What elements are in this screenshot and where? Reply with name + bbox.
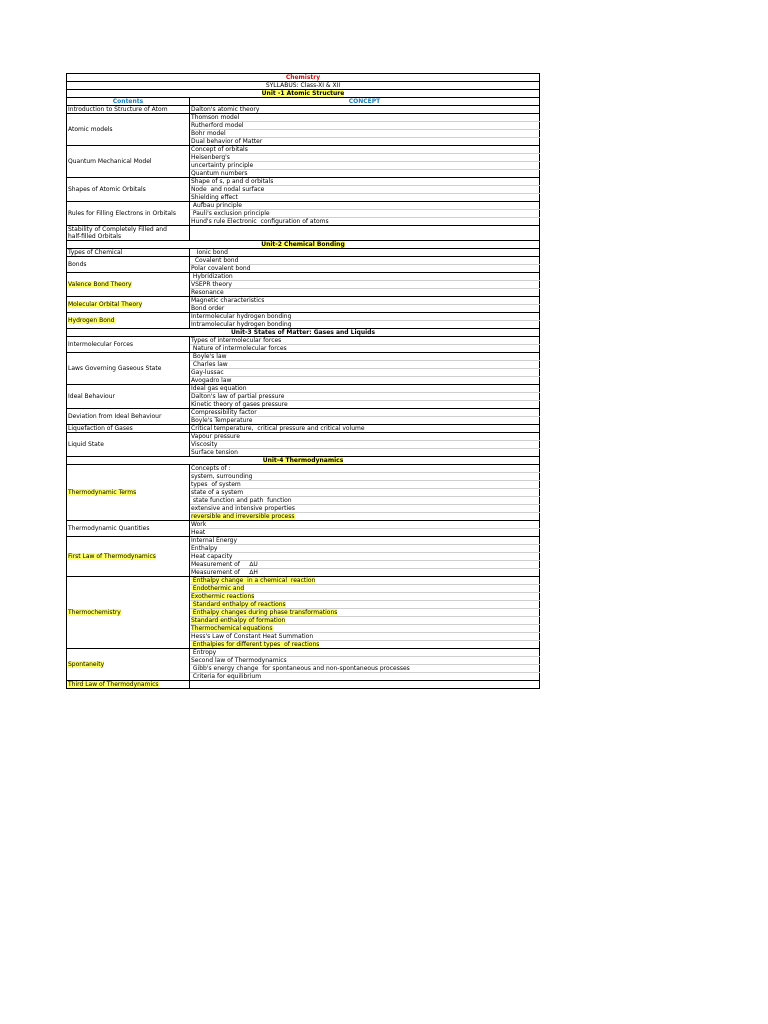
concept-row	[67, 106, 540, 114]
unit-title-text: Unit-2 Chemical Bonding	[261, 241, 345, 248]
concept-text: Enthalpy	[191, 545, 218, 552]
concept-text: Aufbau principle	[191, 202, 242, 209]
concept-text: Ideal gas equation	[191, 385, 247, 392]
unit-header-row	[67, 241, 540, 249]
concept-item	[190, 305, 540, 313]
concept-row	[67, 249, 540, 257]
concept-row	[67, 409, 540, 417]
concept-item	[190, 265, 540, 273]
concept-text: Thomson model	[191, 114, 240, 121]
concept-row	[67, 146, 540, 154]
topic-name-text: Valence Bond Theory	[68, 281, 132, 288]
topic-name	[67, 226, 190, 241]
concept-text: reversible and irreversible process	[191, 513, 295, 520]
concept-item	[190, 441, 540, 449]
concept-text: Dalton's atomic theory	[191, 106, 260, 113]
concept-item	[190, 393, 540, 401]
concept-text: Entropy	[191, 649, 217, 656]
topic-name-text: Molecular Orbital Theory	[68, 301, 143, 308]
concept-item	[190, 489, 540, 497]
topic-name	[67, 313, 190, 329]
concept-item	[190, 162, 540, 170]
concept-item	[190, 273, 540, 281]
concept-text: Critical temperature, critical pressure and critical volume	[191, 425, 365, 432]
concept-item	[190, 154, 540, 162]
unit-title	[67, 90, 540, 98]
concept-item	[190, 114, 540, 122]
concept-text: Dalton's law of partial pressure	[191, 393, 285, 400]
concept-item	[190, 465, 540, 473]
concept-item	[190, 481, 540, 489]
concept-text: Polar covalent bond	[191, 265, 251, 272]
topic-name	[67, 146, 190, 178]
concept-text: Node and nodal surface	[191, 186, 265, 193]
contents-header: Contents	[67, 98, 190, 106]
concept-row	[67, 385, 540, 393]
syllabus-label: SYLLABUS: Class-XI & XII	[67, 82, 540, 90]
concept-row	[67, 273, 540, 281]
concept-item	[190, 641, 540, 649]
concept-row	[67, 313, 540, 321]
concept-text: Intermolecular hydrogen bonding	[191, 313, 292, 320]
concept-text: Dual behavior of Matter	[191, 138, 263, 145]
topic-name-text: Intermolecular Forces	[68, 341, 134, 348]
concept-text: Second law of Thermodynamics	[191, 657, 287, 664]
concept-item	[190, 210, 540, 218]
concept-item	[190, 146, 540, 154]
topic-name	[67, 273, 190, 297]
topic-name-text: Spontaneity	[68, 661, 105, 668]
concept-item	[190, 122, 540, 130]
concept-item	[190, 377, 540, 385]
concept-text: uncertainty principle	[191, 162, 254, 169]
concept-header: CONCEPT	[190, 98, 540, 106]
topic-name-text: Hydrogen Bond	[68, 317, 115, 324]
concept-row	[67, 257, 540, 265]
syllabus-row	[67, 82, 540, 90]
topic-name	[67, 409, 190, 425]
concept-item	[190, 681, 540, 689]
concept-text: Enthalpy change in a chemical reaction	[191, 577, 316, 584]
concept-text: Heat capacity	[191, 553, 233, 560]
concept-item	[190, 529, 540, 537]
document-title: Chemistry	[67, 74, 540, 82]
concept-text: extensive and intensive properties	[191, 505, 295, 512]
concept-text: Resonance	[191, 289, 224, 296]
topic-name	[67, 353, 190, 385]
concept-text: Covalent bond	[191, 257, 239, 264]
concept-item	[190, 585, 540, 593]
concept-text: Shielding effect	[191, 194, 238, 201]
topic-name-text: Third Law of Thermodynamics	[68, 681, 159, 688]
unit-title	[67, 457, 540, 465]
topic-name	[67, 649, 190, 681]
topic-name	[67, 465, 190, 521]
topic-name-text: Rules for Filling Electrons in Orbitals	[68, 210, 176, 217]
topic-name	[67, 257, 190, 273]
concept-row	[67, 521, 540, 529]
concept-text: Bohr model	[191, 130, 226, 137]
concept-item	[190, 297, 540, 305]
concept-text: Measurement of ∆H	[191, 569, 258, 576]
concept-row	[67, 577, 540, 585]
concept-row	[67, 297, 540, 305]
concept-item	[190, 281, 540, 289]
topic-name	[67, 249, 190, 257]
concept-item	[190, 569, 540, 577]
topic-name	[67, 114, 190, 146]
concept-text: Shape of s, p and d orbitals	[191, 178, 274, 185]
concept-item	[190, 665, 540, 673]
concept-text: Thermochemical equations	[191, 625, 273, 632]
concept-item	[190, 545, 540, 553]
concept-text: Viscosity	[191, 441, 218, 448]
concept-item	[190, 633, 540, 641]
topic-name-text: First Law of Thermodynamics	[68, 553, 156, 560]
concept-text: Vapour pressure	[191, 433, 240, 440]
concept-item	[190, 417, 540, 425]
unit-title	[67, 329, 540, 337]
concept-item	[190, 202, 540, 210]
unit-header-row	[67, 90, 540, 98]
concept-text: Criteria for equilibrium	[191, 673, 262, 680]
concept-row	[67, 425, 540, 433]
concept-item	[190, 673, 540, 681]
concept-text: types of system	[191, 481, 241, 488]
topic-name	[67, 425, 190, 433]
concept-text: Surface tension	[191, 449, 238, 456]
topic-name-text: Thermodynamic Terms	[68, 489, 137, 496]
concept-row	[67, 433, 540, 441]
concept-item	[190, 361, 540, 369]
unit-title-text: Unit-4 Thermodynamics	[262, 457, 344, 464]
concept-item	[190, 657, 540, 665]
concept-item	[190, 313, 540, 321]
topic-name-text: Laws Governing Gaseous State	[68, 365, 162, 372]
concept-text: Quantum numbers	[191, 170, 248, 177]
concept-text: Kinetic theory of gases pressure	[191, 401, 288, 408]
topic-name	[67, 537, 190, 577]
concept-item	[190, 194, 540, 202]
topic-name	[67, 297, 190, 313]
concept-item	[190, 345, 540, 353]
concept-text: Nature of intermolecular forces	[191, 345, 287, 352]
concept-item	[190, 385, 540, 393]
topic-name-text: Deviation from Ideal Behaviour	[68, 413, 162, 420]
topic-name	[67, 577, 190, 649]
concept-text: Pauli's exclusion principle	[191, 210, 270, 217]
concept-row	[67, 353, 540, 361]
concept-text: Standard enthalpy of formation	[191, 617, 286, 624]
topic-name	[67, 178, 190, 202]
topic-name	[67, 385, 190, 409]
topic-name-text: Thermodynamic Quantities	[68, 525, 150, 532]
topic-name	[67, 337, 190, 353]
column-header-row	[67, 98, 540, 106]
concept-item	[190, 409, 540, 417]
concept-row	[67, 114, 540, 122]
topic-name-text: Liquid State	[68, 441, 104, 448]
unit-title-text: Unit-3 States of Matter: Gases and Liquids	[230, 329, 376, 336]
concept-item	[190, 625, 540, 633]
concept-text: system, surrounding	[191, 473, 253, 480]
concept-item	[190, 497, 540, 505]
concept-text: Rutherford model	[191, 122, 244, 129]
concept-item	[190, 289, 540, 297]
concept-item	[190, 473, 540, 481]
concept-text: Gibb's energy change for spontaneous and non-spontaneous processes	[191, 665, 410, 672]
topic-name-text: Stability of Completely Filled and half-filled Orbitals	[68, 226, 167, 240]
concept-text: Heisenberg's	[191, 154, 230, 161]
concept-text: state function and path function	[191, 497, 292, 504]
concept-item	[190, 138, 540, 146]
syllabus-table	[66, 73, 540, 689]
concept-text: Work	[191, 521, 207, 528]
concept-text: Bond order	[191, 305, 225, 312]
concept-item	[190, 649, 540, 657]
concept-item	[190, 170, 540, 178]
concept-text: Enthalpies for different types of reactions	[191, 641, 320, 648]
topic-name	[67, 106, 190, 114]
concept-text: Compressibility factor	[191, 409, 257, 416]
concept-text: Types of intermolecular forces	[191, 337, 282, 344]
concept-row	[67, 178, 540, 186]
concept-item	[190, 186, 540, 194]
concept-text: Gay-lussac	[191, 369, 224, 376]
concept-item	[190, 609, 540, 617]
concept-text: Hund's rule Electronic configuration of atoms	[191, 218, 329, 225]
topic-name-text: Bonds	[68, 261, 87, 268]
concept-item	[190, 401, 540, 409]
unit-title-text: Unit -1 Atomic Structure	[261, 90, 345, 97]
concept-text: Standard enthalpy of reactions	[191, 601, 286, 608]
concept-item	[190, 433, 540, 441]
concept-text: Boyle's law	[191, 353, 227, 360]
concept-row	[67, 226, 540, 241]
topic-name-text: Thermochemistry	[68, 609, 121, 616]
concept-item	[190, 425, 540, 433]
topic-name	[67, 681, 190, 689]
unit-header-row	[67, 329, 540, 337]
topic-name-text: Atomic models	[68, 126, 113, 133]
concept-item	[190, 617, 540, 625]
topic-name-text: Ideal Behaviour	[68, 393, 115, 400]
concept-item	[190, 257, 540, 265]
concept-text: Avogadro law	[191, 377, 232, 384]
concept-text: Concept of orbitals	[191, 146, 248, 153]
concept-item	[190, 593, 540, 601]
concept-row	[67, 465, 540, 473]
concept-row	[67, 681, 540, 689]
concept-text: Internal Energy	[191, 537, 238, 544]
topic-name	[67, 202, 190, 226]
unit-header-row	[67, 457, 540, 465]
concept-item	[190, 218, 540, 226]
concept-text: Enthalpy changes during phase transformations	[191, 609, 338, 616]
concept-item	[190, 337, 540, 345]
concept-item	[190, 553, 540, 561]
concept-text: Exothermic reactions	[191, 593, 255, 600]
concept-item	[190, 513, 540, 521]
concept-item	[190, 601, 540, 609]
concept-item	[190, 321, 540, 329]
concept-text: state of a system	[191, 489, 244, 496]
unit-title	[67, 241, 540, 249]
topic-name-text: Types of Chemical	[68, 249, 123, 256]
concept-item	[190, 226, 540, 241]
concept-text: Charles law	[191, 361, 228, 368]
topic-name	[67, 521, 190, 537]
concept-text: Hess's Law of Constant Heat Summation	[191, 633, 314, 640]
concept-item	[190, 521, 540, 529]
concept-row	[67, 202, 540, 210]
topic-name-text: Quantum Mechanical Model	[68, 158, 152, 165]
concept-text: Endothermic and	[191, 585, 245, 592]
topic-name	[67, 433, 190, 457]
concept-item	[190, 130, 540, 138]
concept-item	[190, 249, 540, 257]
concept-item	[190, 577, 540, 585]
concept-text: Hybridization	[191, 273, 233, 280]
concept-text: Concepts of :	[191, 465, 231, 472]
concept-text: Measurement of ∆U	[191, 561, 258, 568]
concept-text: Boyle's Temperature	[191, 417, 253, 424]
concept-row	[67, 337, 540, 345]
title-row	[67, 74, 540, 82]
topic-name-text: Introduction to Structure of Atom	[68, 106, 168, 113]
concept-item	[190, 561, 540, 569]
concept-text: Heat	[191, 529, 206, 536]
concept-text: Ionic bond	[191, 249, 228, 256]
concept-item	[190, 449, 540, 457]
concept-item	[190, 353, 540, 361]
concept-item	[190, 537, 540, 545]
concept-item	[190, 369, 540, 377]
topic-name-text: Liquefaction of Gases	[68, 425, 133, 432]
concept-text: VSEPR theory	[191, 281, 232, 288]
concept-row	[67, 537, 540, 545]
concept-text: Intramolecular hydrogen bonding	[191, 321, 292, 328]
concept-item	[190, 178, 540, 186]
concept-row	[67, 649, 540, 657]
concept-item	[190, 505, 540, 513]
concept-item	[190, 106, 540, 114]
topic-name-text: Shapes of Atomic Orbitals	[68, 186, 146, 193]
concept-text: Magnetic characteristics	[191, 297, 265, 304]
